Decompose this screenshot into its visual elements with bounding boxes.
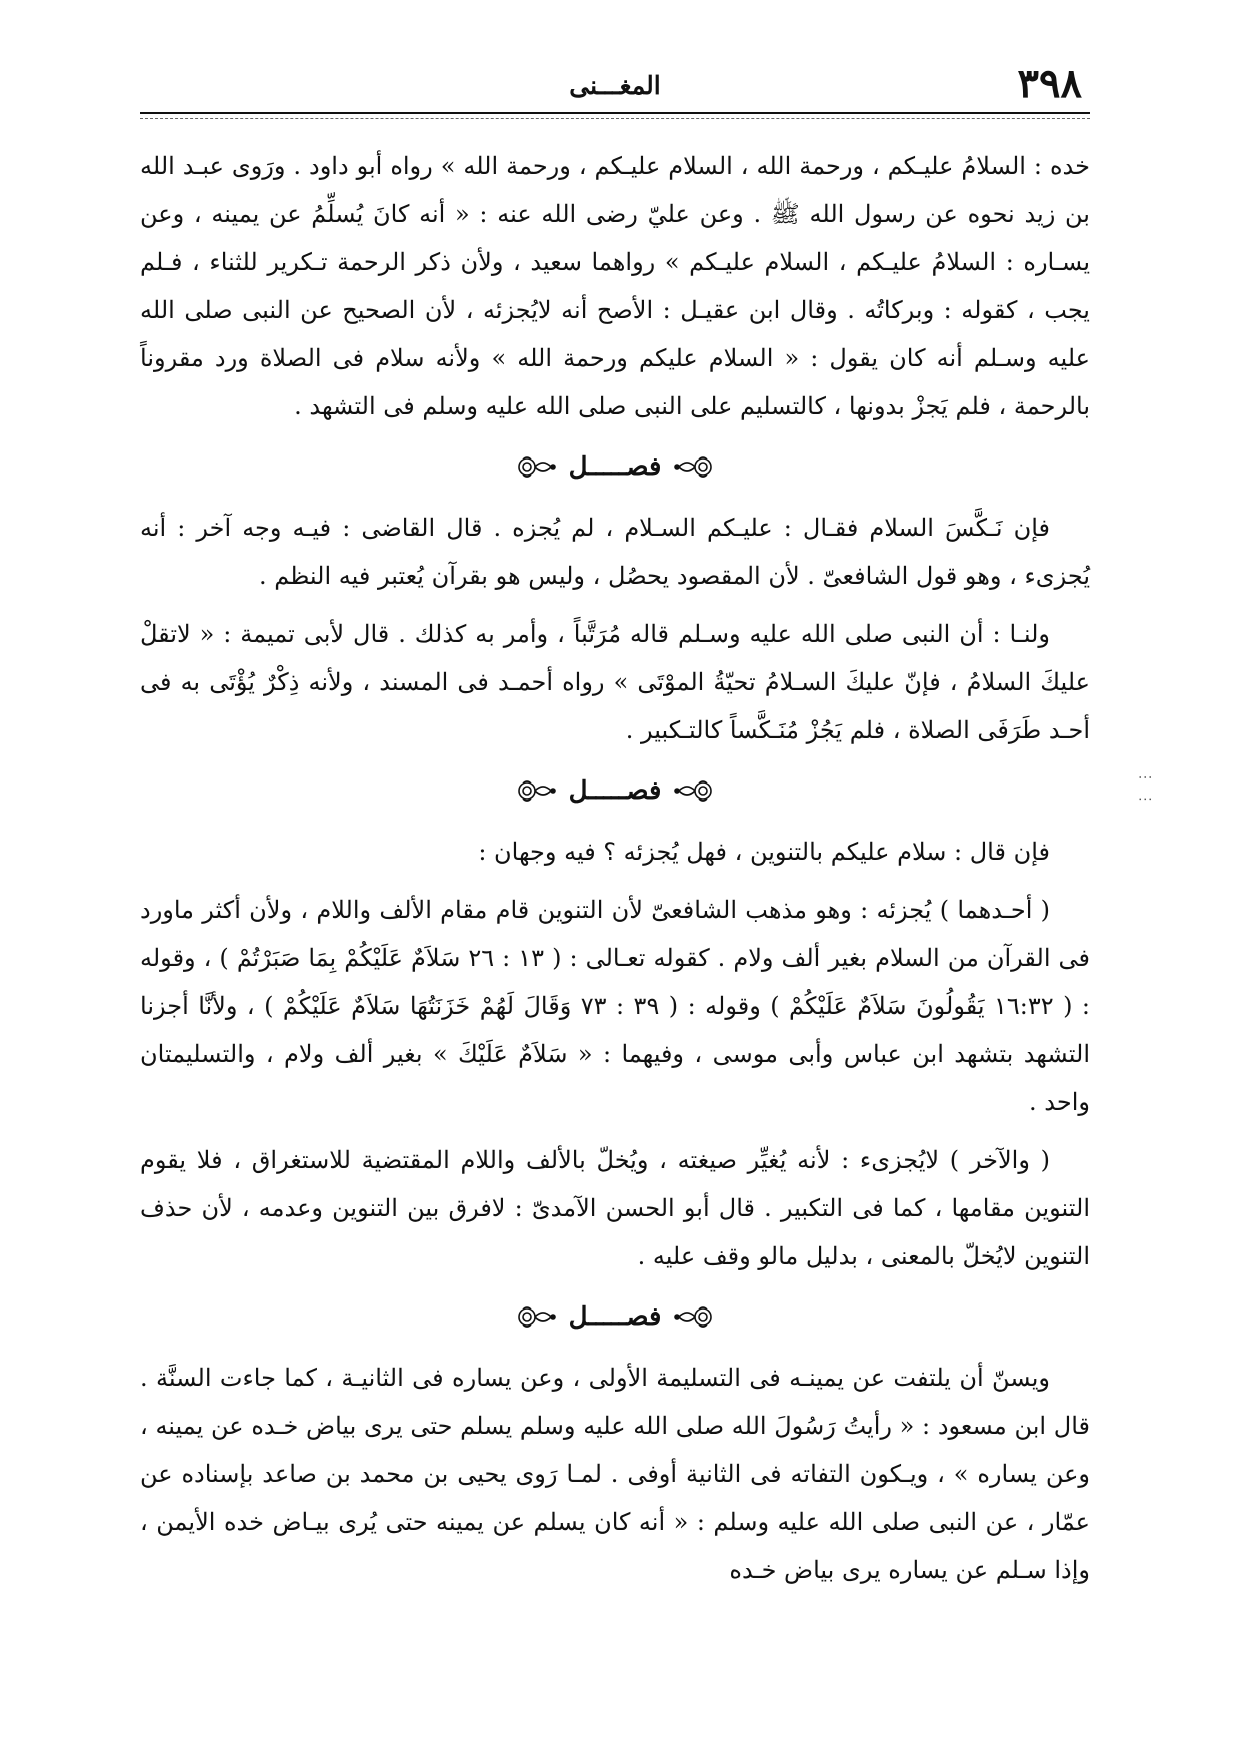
- section-heading-1: [140, 440, 1090, 494]
- floral-ornament-icon: [513, 1303, 557, 1331]
- header-rule: [140, 112, 1090, 119]
- paragraph-7: ويسنّ أن يلتفت عن يمينـه فى التسليمة الأولى ، وعن يساره فى الثانيـة ، كما جاءت السنَّة . قال ابن مسعود : « رأيتُ رَسُولَ الله صلى الله عليه وسلم يسلم حتى يرى بياض خـده عن يمينه ، وعن يساره » ، ويـكون التفاته فى الثانية أوفى . لمـا رَوى يحيى بن محمد بن صاعد بإسناده عن عمّار ، عن النبى صلى الله عليه وسلم : « أنه كان يسلم عن يمينه حتى يُرى بيـاض خده الأيمن ، وإذا سـلم عن يساره يرى بياض خـده: [140, 1364, 1090, 1584]
- section-title: فصـــــل: [568, 1302, 662, 1332]
- section-heading-2: [140, 764, 1090, 818]
- section-title: فصـــــل: [568, 776, 662, 806]
- paragraph-2: فإن نَـكَّسَ السلام فقـال : عليـكم السـلام ، لم يُجزه . قال القاضى : فيـه وجه آخر : أنه يُجزىء ، وهو قول الشافعىّ . لأن المقصود يحصُل ، وليس هو بقرآن يُعتبر فيه النظم .: [140, 514, 1090, 590]
- floral-ornament-icon: [673, 453, 717, 481]
- floral-ornament-icon: [673, 1303, 717, 1331]
- floral-ornament-icon: [513, 777, 557, 805]
- body-text: [140, 142, 1090, 1594]
- section-heading-3: [140, 1290, 1090, 1344]
- paragraph-5: ( أحـدهما ) يُجزئه : وهو مذهب الشافعىّ لأن التنوين قام مقام الألف واللام ، ولأن أكثر ماورد فى القرآن من السلام بغير ألف ولام . كقوله تعـالى : ( ١٣ : ٢٦ سَلاَمٌ عَلَيْكُمْ بِمَا صَبَرْتُمْ ) ، وقوله : ( ١٦:٣٢ يَقُولُونَ سَلاَمٌ عَلَيْكُمْ ) وقوله : ( ٣٩ : ٧٣ وَقَالَ لَهُمْ خَزَنَتُهَا سَلاَمٌ عَلَيْكُمْ ) ، ولأنَّا أجزنا التشهد بتشهد ابن عباس وأبى موسى ، وفيهما : « سَلاَمٌ عَلَيْكَ » بغير ألف ولام ، والتسليمتان واحد .: [140, 896, 1091, 1116]
- floral-ornament-icon: [673, 777, 717, 805]
- book-page: [140, 58, 1090, 1688]
- paragraph-4: فإن قال : سلام عليكم بالتنوين ، فهل يُجزئه ؟ فيه وجهان :: [478, 838, 1050, 866]
- section-title: فصـــــل: [568, 452, 662, 482]
- paragraph-3: ولنـا : أن النبى صلى الله عليه وسـلم قاله مُرَتَّباً ، وأمر به كذلك . قال لأبى تميمة : « لاتقلْ عليكَ السلامُ ، فإنّ عليكَ السـلامُ تحيّةُ الموْتَى » رواه أحمـد فى المسند ، ولأنه ذِكْرٌ يُؤْتَى به فى أحـد طَرَفَى الصلاة ، فلم يَجُزْ مُنَـكَّساً كالتـكبير .: [140, 620, 1090, 744]
- paragraph-6: ( والآخر ) لايُجزىء : لأنه يُغيِّر صيغته ، ويُخلّ بالألف واللام المقتضية للاستغراق ، فلا يقوم التنوين مقامها ، كما فى التكبير . قال أبو الحسن الآمدىّ : لافرق بين التنوين وعدمه ، لأن حذف التنوين لايُخلّ بالمعنى ، بدليل مالو وقف عليه .: [140, 1146, 1090, 1270]
- page-number: ٣٩٨: [1017, 60, 1082, 107]
- book-title: المغـــنى: [569, 71, 661, 100]
- margin-scan-marks: ⋮ ⋮: [1137, 769, 1153, 806]
- paragraph-1: خده : السلامُ عليـكم ، ورحمة الله ، السلام عليـكم ، ورحمة الله » رواه أبو داود . ورَوى عبـد الله بن زيد نحوه عن رسول الله ﷺ . وعن عليّ رضى الله عنه : « أنه كانَ يُسلِّمُ عن يمينه ، وعن يسـاره : السلامُ عليـكم ، السلام عليـكم » رواهما سعيد ، ولأن ذكر الرحمة تـكرير للثناء ، فـلم يجب ، كقوله : وبركاتُه . وقال ابن عقيـل : الأصح أنه لايُجزئه ، لأن الصحيح عن النبى صلى الله عليه وسـلم أنه كان يقول : « السلام عليكم ورحمة الله » ولأنه سلام فى الصلاة ورد مقروناً بالرحمة ، فلم يَجزْ بدونها ، كالتسليم على النبى صلى الله عليه وسلم فى التشهد .: [140, 152, 1090, 420]
- running-head: [140, 58, 1090, 120]
- floral-ornament-icon: [513, 453, 557, 481]
